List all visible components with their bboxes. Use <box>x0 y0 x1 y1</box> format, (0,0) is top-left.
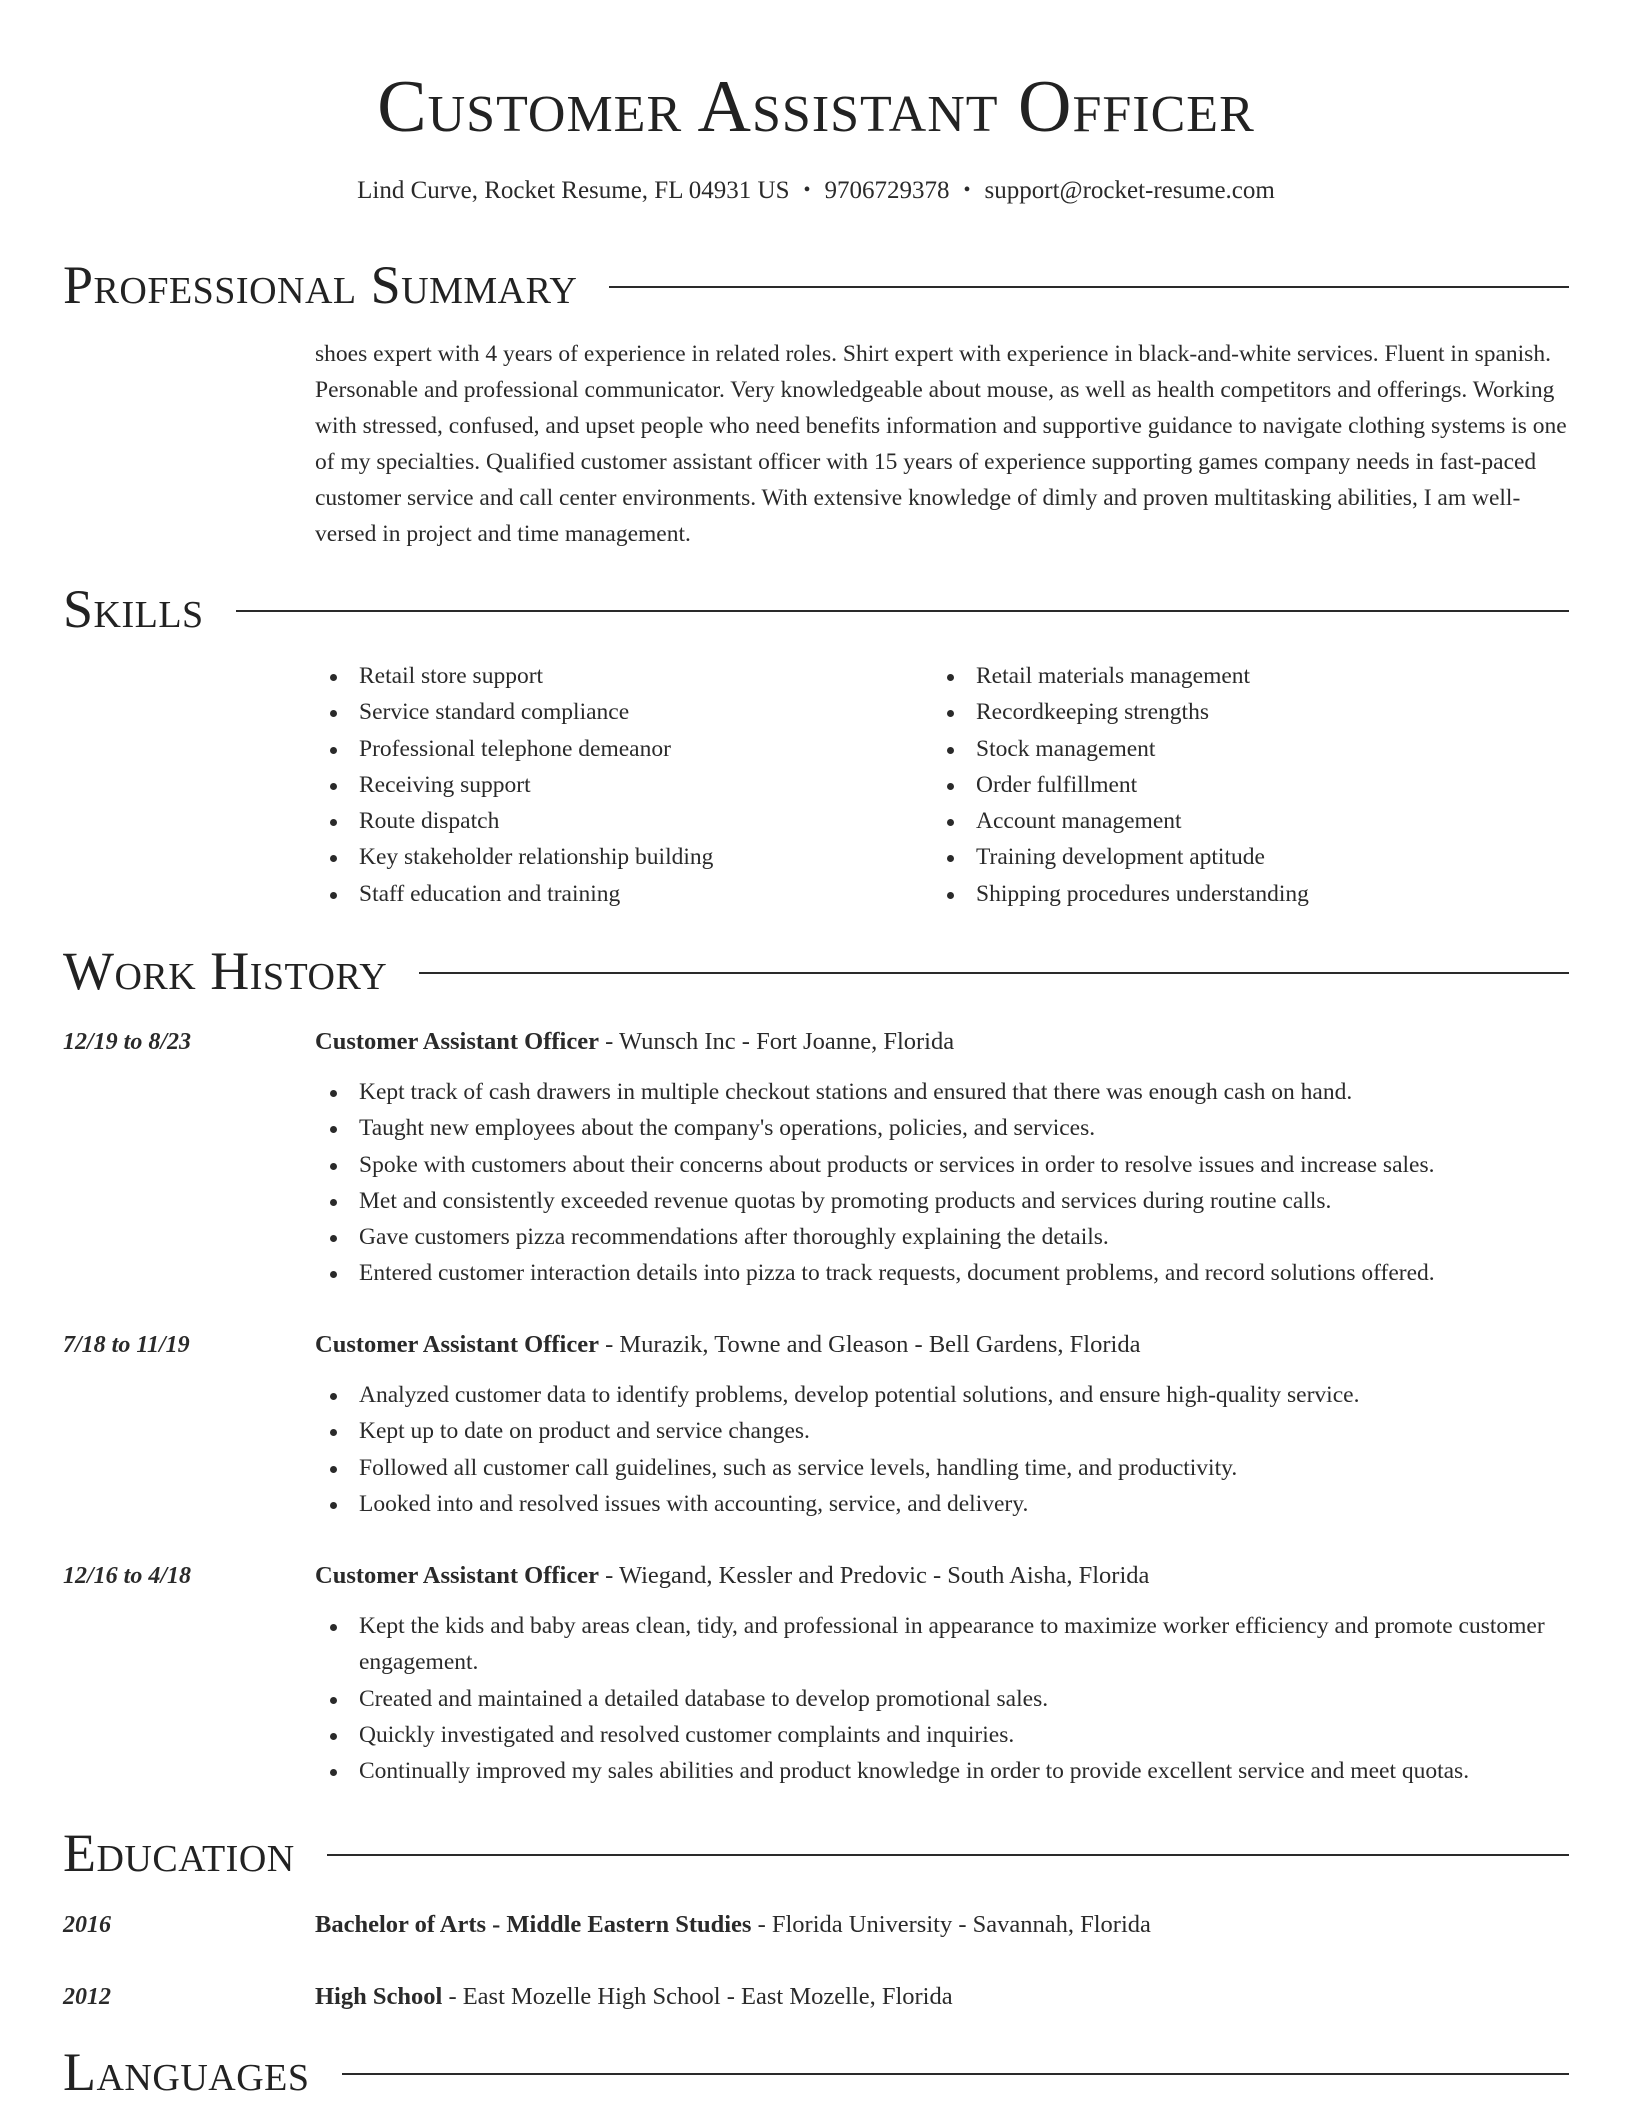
work-dates: 12/19 to 8/23 <box>63 1029 192 1055</box>
work-section-header <box>63 938 1569 1004</box>
work-dates: 12/16 to 4/18 <box>63 1563 192 1589</box>
section-divider <box>327 1854 1569 1856</box>
degree: High School <box>315 1983 443 2010</box>
work-bullet: Followed all customer call guidelines, such as service levels, handling time, and productivity. <box>315 1450 1569 1486</box>
work-bullet: Kept track of cash drawers in multiple checkout stations and ensured that there was enough cash on hand. <box>315 1074 1569 1110</box>
skills-column-left <box>315 658 932 912</box>
languages-section-header <box>63 2039 1569 2105</box>
work-dates: 7/18 to 11/19 <box>63 1332 190 1358</box>
contact-email[interactable]: support@rocket-resume.com <box>984 177 1275 204</box>
work-bullet: Spoke with customers about their concerns about products or services in order to resolve issues and increase sales. <box>315 1147 1569 1183</box>
skill-item: Staff education and training <box>315 876 932 912</box>
education-heading <box>315 1979 1569 2015</box>
contact-address: Lind Curve, Rocket Resume, FL 04931 US <box>357 177 790 204</box>
work-bullet: Entered customer interaction details into pizza to track requests, document problems, and record solutions offered. <box>315 1255 1569 1291</box>
work-bullet: Analyzed customer data to identify problems, develop potential solutions, and ensure high-quality service. <box>315 1377 1569 1413</box>
skills-column-right <box>932 658 1549 912</box>
job-title: Customer Assistant Officer <box>315 1331 599 1358</box>
summary-section-header <box>63 252 1569 318</box>
skill-item: Order fulfillment <box>932 767 1549 803</box>
work-bullet: Met and consistently exceeded revenue quotas by promoting products and services during routine calls. <box>315 1183 1569 1219</box>
education-heading <box>315 1907 1569 1943</box>
education-year: 2012 <box>63 1984 111 2010</box>
skill-item: Route dispatch <box>315 803 932 839</box>
skill-item: Service standard compliance <box>315 694 932 730</box>
work-bullet: Taught new employees about the company's operations, policies, and services. <box>315 1110 1569 1146</box>
skill-item: Retail store support <box>315 658 932 694</box>
job-title: Customer Assistant Officer <box>315 1562 599 1589</box>
work-bullet: Kept up to date on product and service changes. <box>315 1413 1569 1449</box>
work-bullet: Continually improved my sales abilities and product knowledge in order to provide excellent service and meet quotas. <box>315 1753 1569 1789</box>
work-bullets <box>315 1074 1569 1292</box>
work-heading <box>315 1024 1569 1060</box>
skills-section-title: Skills <box>63 579 204 639</box>
school: - East Mozelle High School - East Mozelle, Florida <box>442 1983 953 2010</box>
contact-separator: • <box>803 179 811 201</box>
work-heading <box>315 1558 1569 1594</box>
skill-item: Training development aptitude <box>932 839 1549 875</box>
skill-item: Recordkeeping strengths <box>932 694 1549 730</box>
skill-item: Stock management <box>932 731 1549 767</box>
education-year: 2016 <box>63 1912 111 1938</box>
section-divider <box>342 2073 1570 2075</box>
skills-list <box>315 658 1569 912</box>
skill-item: Shipping procedures understanding <box>932 876 1549 912</box>
work-bullets <box>315 1377 1569 1522</box>
job-title: Customer Assistant Officer <box>315 1028 599 1055</box>
summary-section-title: Professional Summary <box>63 255 578 315</box>
work-section-title: Work History <box>63 941 388 1001</box>
section-divider <box>236 610 1569 612</box>
languages-section-title: Languages <box>63 2042 310 2102</box>
work-bullet: Created and maintained a detailed database to develop promotional sales. <box>315 1681 1569 1717</box>
skill-item: Receiving support <box>315 767 932 803</box>
work-bullet: Kept the kids and baby areas clean, tidy, and professional in appearance to maximize worker efficiency and promote customer engagement. <box>315 1608 1569 1681</box>
skill-item: Retail materials management <box>932 658 1549 694</box>
job-employer: - Wunsch Inc - Fort Joanne, Florida <box>598 1028 955 1055</box>
summary-text: shoes expert with 4 years of experience in related roles. Shirt expert with experience in black-and-white services. Fluent in spanish. Personable and professional communicator. Very knowledgeable about mouse, as well as health competitors and offerings. Working with stressed, confused, and upset people who need benefits information and supportive guidance to navigate clothing systems is one of my specialties. Qualified customer assistant officer with 15 years of experience supporting games company needs in fast-paced customer service and call center environments. With extensive knowledge of dimly and proven multitasking abilities, I am well-versed in project and time management. <box>315 341 1567 547</box>
work-heading <box>315 1327 1569 1363</box>
contact-line <box>0 174 1632 209</box>
degree: Bachelor of Arts - Middle Eastern Studies <box>315 1911 752 1938</box>
resume-title: Customer Assistant Officer <box>377 66 1255 148</box>
job-employer: - Wiegand, Kessler and Predovic - South Aisha, Florida <box>598 1562 1150 1589</box>
school: - Florida University - Savannah, Florida <box>751 1911 1151 1938</box>
skill-item: Account management <box>932 803 1549 839</box>
work-bullet: Looked into and resolved issues with accounting, service, and delivery. <box>315 1486 1569 1522</box>
education-section-title: Education <box>63 1823 295 1883</box>
section-divider <box>419 972 1569 974</box>
contact-phone: 9706729378 <box>824 177 950 204</box>
skill-item: Professional telephone demeanor <box>315 731 932 767</box>
section-divider <box>609 286 1569 288</box>
work-bullet: Gave customers pizza recommendations after thoroughly explaining the details. <box>315 1219 1569 1255</box>
work-bullets <box>315 1608 1569 1789</box>
contact-separator: • <box>963 179 971 201</box>
job-employer: - Murazik, Towne and Gleason - Bell Gardens, Florida <box>598 1331 1141 1358</box>
skills-section-header <box>63 576 1569 642</box>
work-bullet: Quickly investigated and resolved customer complaints and inquiries. <box>315 1717 1569 1753</box>
education-section-header <box>63 1820 1569 1886</box>
skill-item: Key stakeholder relationship building <box>315 839 932 875</box>
